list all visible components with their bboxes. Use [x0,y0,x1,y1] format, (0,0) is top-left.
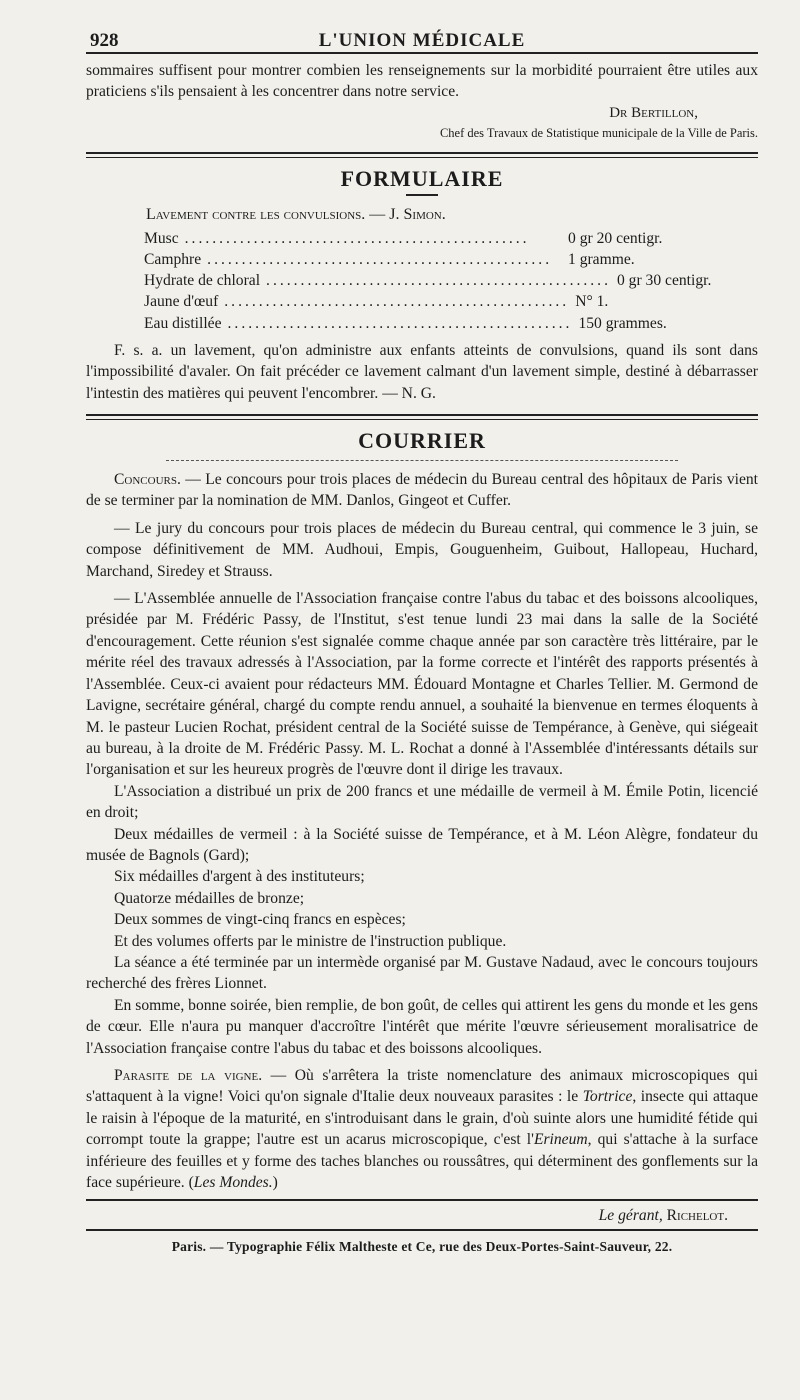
ingredient-name: Hydrate de chloral [144,272,261,290]
ingredient-name: Eau distillée [144,314,222,332]
courrier-paragraph: Deux sommes de vingt-cinq francs en espèces; [114,911,406,929]
page-number: 928 [90,30,119,51]
courrier-paragraph: — L'Assemblée annuelle de l'Association française contre l'abus du tabac et des boissons alcooliques, présidée par M. Frédéric Passy, de l'Institut, s'est tenue lundi 23 mai dans la salle de la Société d'encouragement. Cette réunion s'est signalée comme chaque année par son caractère très littéraire, par le mérite réel des travaux adressés à l'Association, par la forme correcte et l'intérêt des rapports présentés à l'Assemblée. Ceux-ci avaient pour rédacteurs MM. Édouard Montagne et Charles Tellier. M. Germond de Lavigne, secrétaire général, chargé du compte rendu annuel, a souhaité la bienvenue en termes éloquents à M. le pasteur Lucien Rochat, président central de la Société suisse de Tempérance, à Genève, qui siégeait au bureau, à la droite de M. Frédéric Passy. M. L. Rochat a donné à l'Assemblée d'intéressants détails sur l'organisation et sur les heureux progrès de l'œuvre dont il dirige les travaux. [86,590,758,779]
recipe-instructions: F. s. a. un lavement, qu'on administre aux enfants atteints de convulsions, quand ils sont dans l'impossibilité d'avaler. On fait précéder ce lavement calmant d'un lavement simple, destiné à débarrasser l'intestin des matières qui peuvent l'encombrer. — N. G. [86,341,758,402]
ingredient-name: Jaune d'œuf [144,293,219,311]
section-divider-formulaire [86,152,758,158]
leader-dots: .................................................. [227,314,573,332]
formulaire-title-rule [406,194,438,196]
intro-signature-name: Dr Bertillon, [609,104,698,121]
courrier-paragraph: Deux médailles de vermeil : à la Société suisse de Tempérance, et à M. Léon Alègre, fondateur du musée de Bagnols (Gard); [86,825,758,864]
paragraph-text: , insecte qui attaque le raisin à l'époque de la maturité, en s'introduisant dans le grain, d'où suinte alors une humidité fétide qui corrompt toute la grappe; l'autre est un acarus microscopique, c'est l' [86,1088,758,1149]
leader-dots: .................................................. [224,293,570,311]
formulaire-title: FORMULAIRE [340,165,504,191]
printer-imprint: Paris. — Typographie Félix Maltheste et Ce, rue des Deux-Portes-Saint-Sauveur, 22. [171,1239,673,1255]
footer-rule [86,1199,758,1201]
imprint-rule [86,1229,758,1231]
paragraph-lead: Concours. [114,471,181,489]
ingredient-row [144,249,704,270]
leader-dots: .................................................. [207,251,553,269]
ingredient-row [144,291,704,312]
ingredient-dose: 0 gr 30 centigr. [616,272,712,290]
ingredient-dose: 0 gr 20 centigr. [568,229,663,247]
leader-dots: .................................................. [266,272,611,290]
gerant-name: Richelot. [666,1207,728,1225]
courrier-paragraph: En somme, bonne soirée, bien remplie, de bon goût, de celles qui attirent les gens du monde et les gens de cœur. Elle n'aura pu manquer d'accroître l'intérêt que mérite l'œuvre sérieusement moralisatrice de l'Association française contre l'abus du tabac et des boissons alcooliques. [86,996,758,1057]
ingredient-dose: N° 1. [575,293,609,311]
intro-paragraph: sommaires suffisent pour montrer combien les renseignements sur la morbidité pourraient être utiles aux praticiens s'ils pensaient à les concentrer dans notre service. [86,62,758,101]
ingredient-row [144,228,704,249]
paragraph-text: ) [272,1174,278,1192]
courrier-paragraph: — Le jury du concours pour trois places de médecin du Bureau central, qui commence le 3 juin, se compose définitivement de MM. Audhoui, Empis, Gouguenheim, Guibout, Hallopeau, Huchard, Marchand, Siredey et Strauss. [86,519,758,580]
courrier-paragraph: Six médailles d'argent à des instituteurs; [114,868,365,886]
recipe-title: Lavement contre les convulsions. — J. Simon. [146,205,446,223]
gerant-signature [86,1207,758,1225]
courrier-paragraph: La séance a été terminée par un intermède organisé par M. Gustave Nadaud, avec le concours toujours recherché des frères Lionnet. [86,953,758,993]
ingredient-dose: 150 grammes. [578,314,667,332]
italic-term: Erineum [533,1131,588,1149]
running-head [86,22,758,52]
courrier-paragraph [86,469,758,512]
source-citation: Les Mondes. [193,1174,273,1192]
intro-signature-title: Chef des Travaux de Statistique municipale de la Ville de Paris. [439,125,758,140]
courrier-paragraph: Et des volumes offerts par le ministre de l'instruction publique. [114,932,507,950]
paragraph-text: — Le concours pour trois places de médecin du Bureau central des hôpitaux de Paris vient de se terminer par la nomination de MM. Danlos, Gingeot et Cuffer. [86,471,758,510]
gerant-label: Le gérant, [598,1207,663,1225]
courrier-paragraph [86,1065,758,1193]
ingredient-name: Musc [144,229,179,247]
ingredient-row [144,270,712,291]
ingredient-dose: 1 gramme. [568,251,635,269]
paragraph-text: — Où s'arrêtera la triste nomenclature des animaux microscopiques qui s'attaquent à la vigne! Voici qu'on signale d'Italie deux nouveaux parasites : le [86,1067,758,1106]
courrier-paragraph: L'Association a distribué un prix de 200 francs et une médaille de vermeil à M. Émile Potin, licencié en droit; [86,782,758,822]
courrier-paragraph: Quatorze médailles de bronze; [114,889,305,907]
paragraph-lead: Parasite de la vigne. [114,1067,263,1085]
ingredient-list [144,228,712,334]
section-divider-courrier [86,414,758,420]
italic-term: Tortrice [582,1088,633,1106]
leader-dots: .................................................. [184,229,530,247]
ingredient-row [144,313,704,334]
ingredient-name: Camphre [144,251,202,269]
paragraph-text: , qui s'attache à la surface inférieure des feuilles et y forme des taches blanches ou roussâtres, qui déterminent des gonflements sur la face supérieure. ( [86,1131,758,1192]
courrier-title: COURRIER [358,428,486,454]
journal-title: L'UNION MÉDICALE [318,30,526,51]
